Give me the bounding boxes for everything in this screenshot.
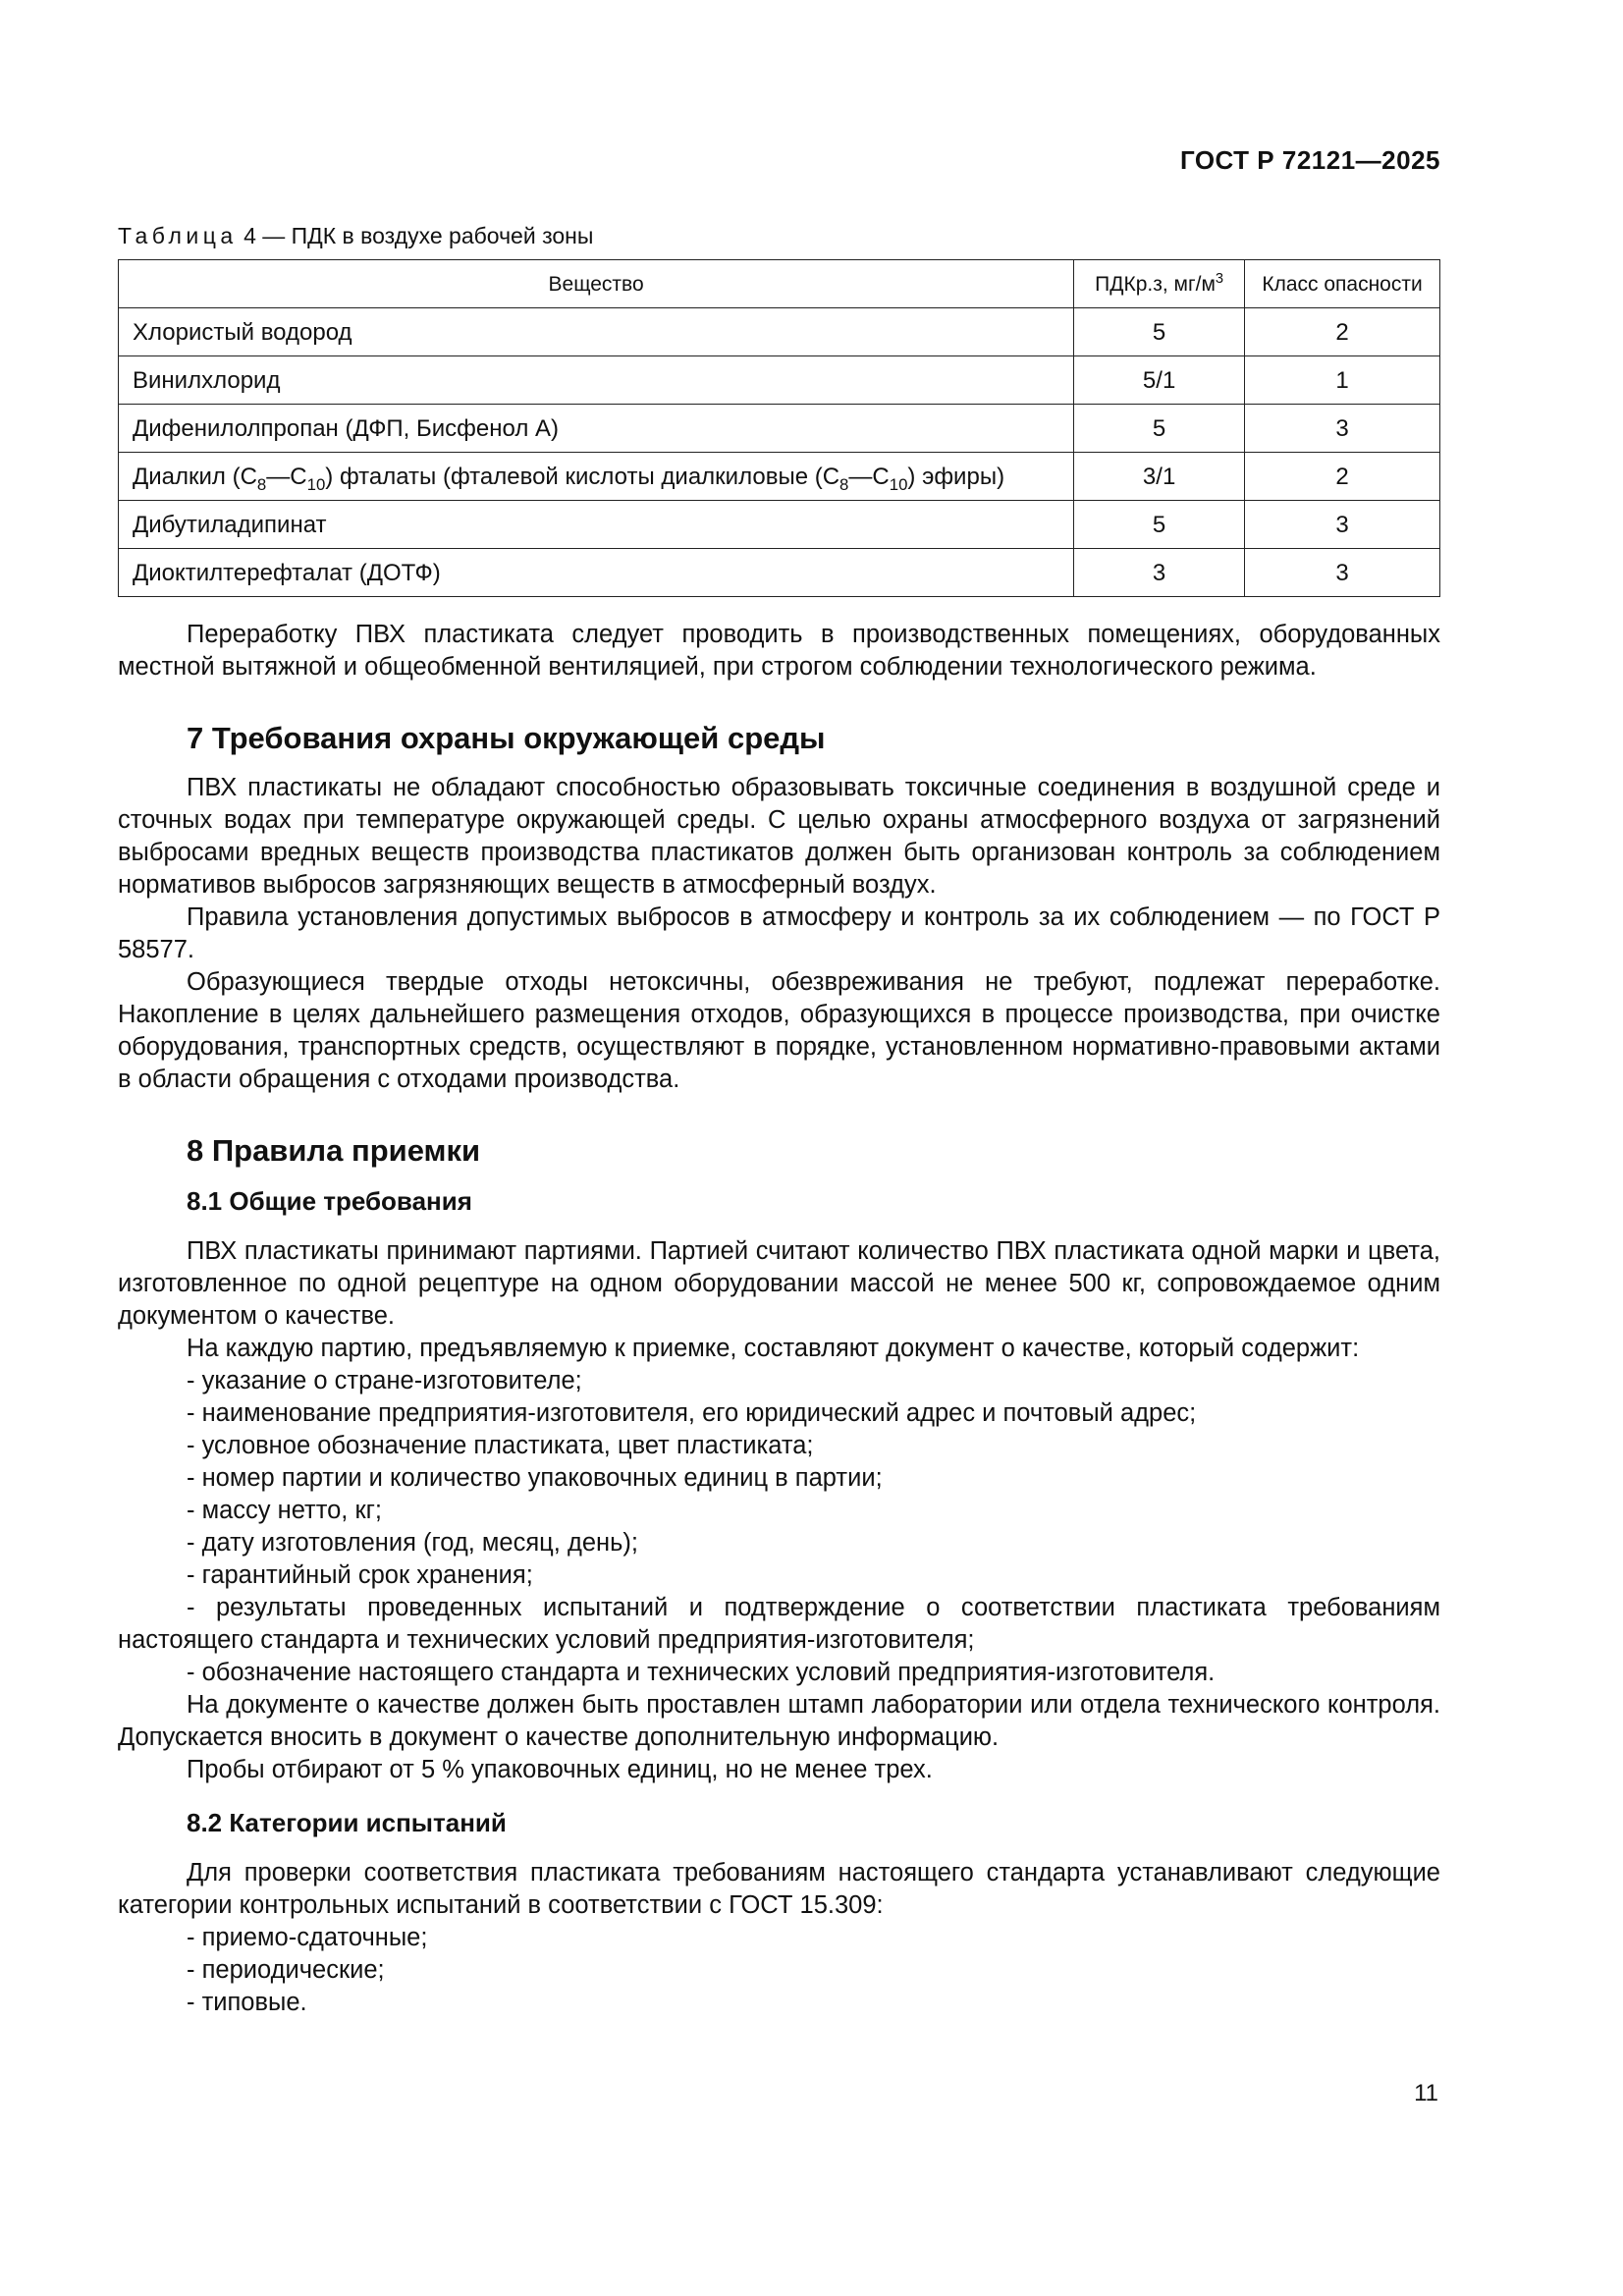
list-item: - наименование предприятия-изготовителя, его юридический адрес и почтовый адрес; (187, 1399, 1197, 1427)
table-row (119, 405, 1440, 453)
cell-hazard: 1 (1245, 356, 1440, 405)
list-item: - приемо-сдаточные; (187, 1924, 428, 1951)
cell-hazard: 3 (1245, 405, 1440, 453)
pdk-table (118, 259, 1440, 597)
cell-substance: Дифенилолпропан (ДФП, Бисфенол А) (119, 405, 1074, 453)
column-header-pdk (1074, 260, 1245, 308)
document-header: ГОСТ Р 72121—2025 (1179, 145, 1440, 175)
section-7-paragraph: ПВХ пластикаты не обладают способностью образовывать токсичные соединения в воздушной среде и сточных водах при температуре окружающей среды. С целью охраны атмосферного воздуха от загрязнений выбросами вредных веществ производства пластикатов должен быть организован контроль за соблюдением нормативов выбросов загрязняющих веществ в атмосферный воздух. (118, 774, 1440, 899)
cell-pdk: 5/1 (1074, 356, 1245, 405)
cell-substance: Дибутиладипинат (119, 501, 1074, 549)
subsection-8-1-samples: Пробы отбирают от 5 % упаковочных единиц, но не менее трех. (187, 1756, 933, 1783)
cell-hazard: 3 (1245, 501, 1440, 549)
substance-text: ) фталаты (фталевой кислоты диалкиловые (C (325, 463, 840, 490)
cell-hazard: 2 (1245, 453, 1440, 501)
table-header-row (119, 260, 1440, 308)
substance-text: Диалкил (C (133, 463, 257, 490)
table-row (119, 356, 1440, 405)
subscript: 8 (839, 474, 849, 494)
list-item: - массу нетто, кг; (187, 1497, 383, 1524)
cell-substance (119, 453, 1074, 501)
cell-hazard: 3 (1245, 549, 1440, 597)
section-7-paragraph: Правила установления допустимых выбросов в атмосферу и контроль за их соблюдением — по ГОСТ Р 58577. (118, 903, 1440, 963)
section-7-paragraph: Образующиеся твердые отходы нетоксичны, обезвреживания не требуют, подлежат переработке. Накопление в целях дальнейшего размещения отходов, образующихся в процессе производства, при очистке оборудования, транспортных средств, осуществляют в порядке, установленном нормативно-правовыми актами в области обращения с отходами производства. (118, 968, 1440, 1093)
list-item: - номер партии и количество упаковочных единиц в партии; (187, 1464, 883, 1492)
table-row (119, 453, 1440, 501)
table-caption-label: Таблица (118, 223, 238, 248)
cell-substance: Диоктилтерефталат (ДОТФ) (119, 549, 1074, 597)
subsection-8-1-intro: ПВХ пластикаты принимают партиями. Партией считают количество ПВХ пластиката одной марки и цвета, изготовленное по одной рецептуре на одном оборудовании массой не менее 500 кг, сопровождаемое одним документом о качестве. (118, 1237, 1440, 1330)
subsection-8-1-stamp: На документе о качестве должен быть проставлен штамп лаборатории или отдела технического контроля. Допускается вносить в документ о качестве дополнительную информацию. (118, 1691, 1440, 1751)
subsection-8-2-title: 8.2 Категории испытаний (187, 1808, 507, 1837)
cell-pdk: 5 (1074, 308, 1245, 356)
section-7-title: 7 Требования охраны окружающей среды (187, 721, 826, 755)
subscript: 8 (256, 474, 267, 494)
cell-pdk: 5 (1074, 405, 1245, 453)
table-row (119, 501, 1440, 549)
column-header-substance: Вещество (119, 260, 1074, 308)
list-item: - указание о стране-изготовителе; (187, 1367, 582, 1394)
subsection-8-2-intro: Для проверки соответствия пластиката требованиям настоящего стандарта устанавливают следующие категории контрольных испытаний в соответствии с ГОСТ 15.309: (118, 1859, 1440, 1919)
cell-hazard: 2 (1245, 308, 1440, 356)
column-header-pdk-exponent: 3 (1215, 270, 1224, 287)
subsection-8-1-list-intro: На каждую партию, предъявляемую к приемке, составляют документ о качестве, который содержит: (187, 1335, 1360, 1362)
subscript: 10 (306, 474, 326, 494)
page-content (118, 221, 1440, 2019)
column-header-pdk-text: ПДКр.з, мг/м (1095, 272, 1216, 296)
subsection-8-1-title: 8.1 Общие требования (187, 1186, 472, 1216)
subscript: 10 (889, 474, 908, 494)
table-caption (118, 221, 1440, 250)
cell-pdk: 5 (1074, 501, 1245, 549)
paragraph-ventilation: Переработку ПВХ пластиката следует проводить в производственных помещениях, оборудованных местной вытяжной и общеобменной вентиляцией, при строгом соблюдении технологического режима. (118, 621, 1440, 681)
list-item: - гарантийный срок хранения; (187, 1561, 533, 1589)
table-row (119, 308, 1440, 356)
list-item: - условное обозначение пластиката, цвет пластиката; (187, 1432, 814, 1459)
table-caption-title: 4 — ПДК в воздухе рабочей зоны (237, 223, 594, 248)
list-item: - типовые. (187, 1989, 307, 2016)
section-8-title: 8 Правила приемки (187, 1133, 481, 1168)
column-header-hazard: Класс опасности (1245, 260, 1440, 308)
cell-pdk: 3 (1074, 549, 1245, 597)
substance-text: —C (266, 463, 307, 490)
list-item: - обозначение настоящего стандарта и технических условий предприятия-изготовителя. (187, 1659, 1216, 1686)
page-number: 11 (1414, 2080, 1438, 2106)
cell-substance: Винилхлорид (119, 356, 1074, 405)
list-item: - результаты проведенных испытаний и подтверждение о соответствии пластиката требованиям настоящего стандарта и технических условий предприятия-изготовителя; (118, 1594, 1440, 1654)
list-item: - дату изготовления (год, месяц, день); (187, 1529, 638, 1557)
list-item: - периодические; (187, 1956, 385, 1984)
substance-text: —C (848, 463, 890, 490)
cell-substance: Хлористый водород (119, 308, 1074, 356)
substance-text: ) эфиры) (907, 463, 1005, 490)
table-row (119, 549, 1440, 597)
cell-pdk: 3/1 (1074, 453, 1245, 501)
